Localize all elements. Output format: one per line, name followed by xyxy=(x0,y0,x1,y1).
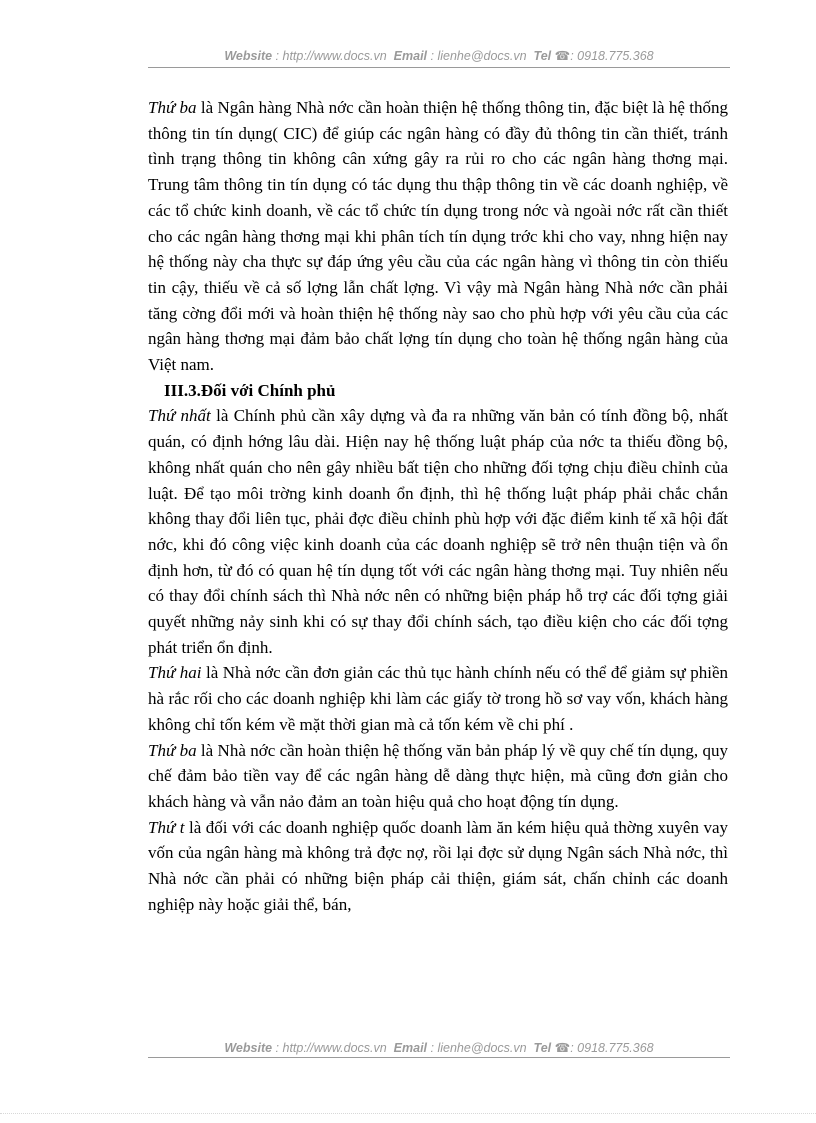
footer-website-label: Website xyxy=(224,1041,273,1055)
footer-divider xyxy=(148,1057,730,1058)
paragraph-2 xyxy=(148,403,728,660)
paragraph-lead: Thứ hai xyxy=(148,663,202,683)
header-website-url[interactable]: : http://www.docs.vn xyxy=(275,49,387,63)
page-header xyxy=(148,48,730,63)
page-footer xyxy=(148,1040,730,1055)
paragraph-lead: Thứ nhất xyxy=(148,406,211,426)
header-email-label: Email xyxy=(393,49,428,63)
header-website-label: Website xyxy=(224,49,273,63)
footer-email-label: Email xyxy=(393,1041,428,1055)
footer-email-address[interactable]: : lienhe@docs.vn xyxy=(430,1041,527,1055)
paragraph-text: là Nhà nớc cần hoàn thiện hệ thống văn bản pháp lý về quy chế tín dụng, quy chế đảm bảo tiền vay để các ngân hàng dễ dàng thực hiện, mà cũng đơn giản cho khách hàng và vẫn nảo đảm an toàn hiệu quả cho hoạt động tín dụng. xyxy=(148,740,728,811)
header-divider xyxy=(148,67,730,68)
phone-icon: ☎ xyxy=(554,1041,571,1055)
footer-website-url[interactable]: : http://www.docs.vn xyxy=(275,1041,387,1055)
footer-tel-label: Tel xyxy=(533,1041,552,1055)
section-heading: III.3.Đối với Chính phủ xyxy=(164,380,336,400)
paragraph-text: là Nhà nớc cần đơn giản các thủ tục hành chính nếu có thể để giảm sự phiền hà rắc rối cho các doanh nghiệp khi làm các giấy tờ trong hồ sơ vay vốn, khách hàng không chỉ tốn kém về mặt thời gian mà cả tốn kém về chi phí . xyxy=(148,663,728,734)
document-body xyxy=(148,95,728,918)
header-tel-number: : 0918.775.368 xyxy=(570,49,654,63)
phone-icon: ☎ xyxy=(554,49,571,63)
header-email-address[interactable]: : lienhe@docs.vn xyxy=(430,49,527,63)
paragraph-3 xyxy=(148,660,728,737)
paragraph-lead: Thứ ba xyxy=(148,98,197,117)
paragraph-text: là Chính phủ cần xây dựng và đa ra những văn bản có tính đồng bộ, nhất quán, có định hớng lâu dài. Hiện nay hệ thống luật pháp của nớc ta thiếu đồng bộ, không nhất quán cho nên gây nhiều bất tiện cho những đối tợng chịu điều chỉnh của luật. Để tạo môi trờng kinh doanh ổn định, thì hệ thống luật pháp phải chắc chắn không thay đổi liên tục, phải đợc điều chỉnh phù hợp với đặc điểm kinh tế xã hội đất nớc, khi đó công việc kinh doanh của các doanh nghiệp sẽ trở nên thuận tiện và ổn định hơn, từ đó có quan hệ tín dụng tốt với các ngân hàng thơng mại. Tuy nhiên nếu có thay đổi chính sách thì Nhà nớc nên có những biện pháp hỗ trợ các đối tợng giải quyết những nảy sinh khi có sự thay đổi chính sách, tạo điều kiện cho các đối tợng phát triển ổn định. xyxy=(148,406,729,657)
paragraph-lead: Thứ t xyxy=(148,817,185,837)
page-bottom-dotted-line xyxy=(0,1113,816,1114)
paragraph-text: là đối với các doanh nghiệp quốc doanh làm ăn kém hiệu quả thờng xuyên vay vốn của ngân hàng mà không trả đợc nợ, rồi lại đợc sử dụng Ngân sách Nhà nớc, thì Nhà nớc cần phải có những biện pháp cải thiện, giám sát, chấn chỉnh các doanh nghiệp này hoặc giải thể, bán, xyxy=(148,817,729,914)
header-tel-label: Tel xyxy=(533,49,552,63)
paragraph-1 xyxy=(148,95,728,378)
footer-tel-number: : 0918.775.368 xyxy=(570,1041,654,1055)
paragraph-text: là Ngân hàng Nhà nớc cần hoàn thiện hệ thống thông tin, đặc biệt là hệ thống thông tin tín dụng( CIC) để giúp các ngân hàng có đầy đủ thông tin cần thiết, tránh tình trạng thông tin không cân xứng gây ra rủi ro cho các ngân hàng thơng mại. Trung tâm thông tin tín dụng có tác dụng thu thập thông tin về các doanh nghiệp, về các tổ chức kinh doanh, về các tổ chức tín dụng trong nớc và ngoài nớc rất cần thiết cho các ngân hàng thơng mại khi phân tích tín dụng trớc khi cho vay, nhng hiện nay hệ thống này cha thực sự đáp ứng yêu cầu của các ngân hàng vì thông tin còn thiếu tin cậy, thiếu về cả số lợng lẫn chất lợng. Vì vậy mà Ngân hàng Nhà nớc cần phải tăng cờng đổi mới và hoàn thiện hệ thống này sao cho phù hợp với yêu cầu của các ngân hàng thơng mại đảm bảo chất lợng tín dụng cho toàn hệ thống ngân hàng của Việt nam. xyxy=(148,98,728,375)
paragraph-4 xyxy=(148,738,728,815)
paragraph-lead: Thứ ba xyxy=(148,740,197,760)
paragraph-5 xyxy=(148,815,728,918)
